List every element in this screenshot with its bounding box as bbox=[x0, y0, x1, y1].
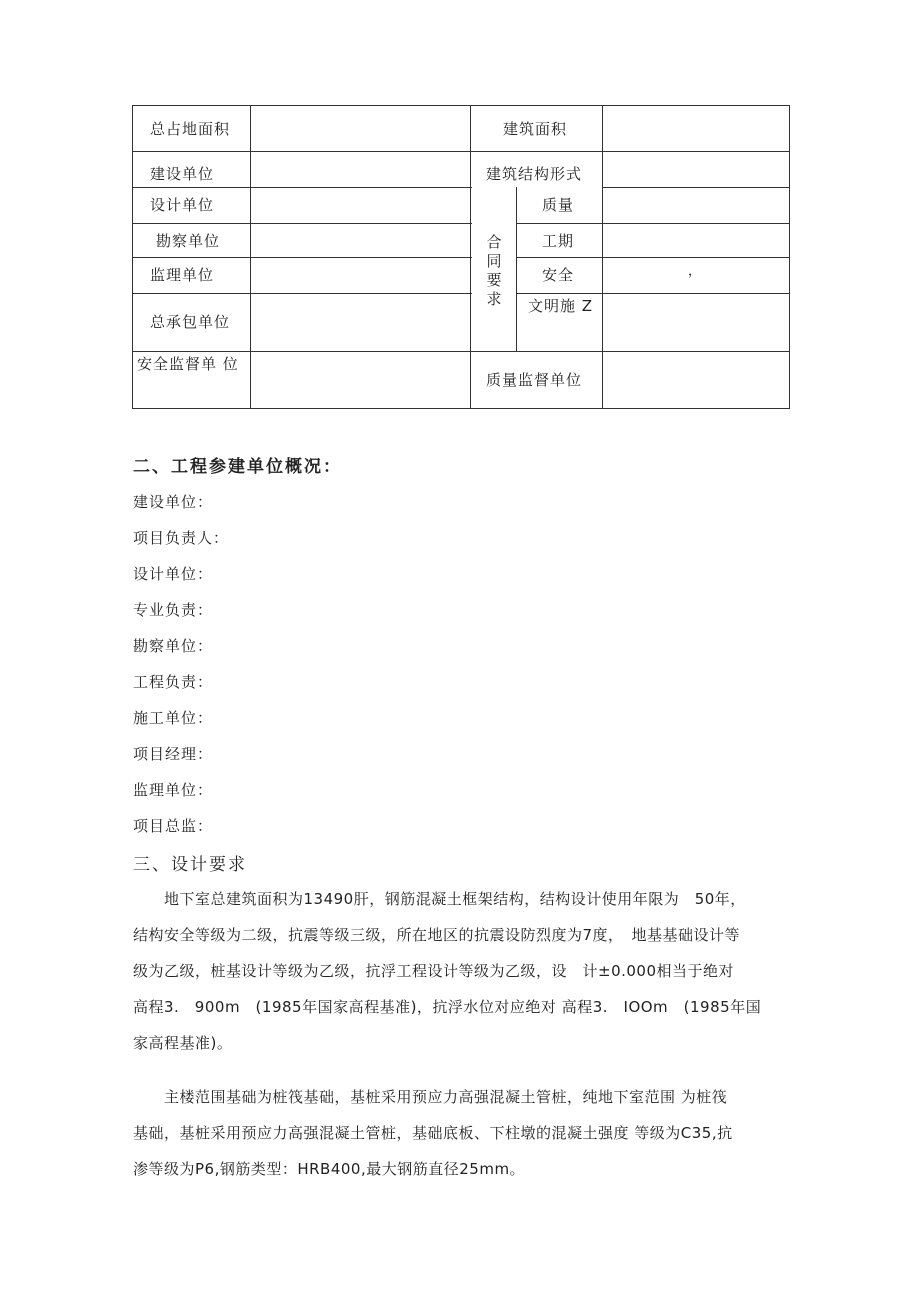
label-structure-form: 建筑结构形式 bbox=[486, 165, 583, 183]
label-supervision-unit: 监理单位 bbox=[150, 266, 215, 284]
field-project-manager: 项目经理： bbox=[133, 745, 214, 763]
table-border-bottom bbox=[132, 408, 790, 409]
design-requirements-paragraph-2 bbox=[133, 1079, 798, 1187]
paragraph-line: 地下室总建筑面积为13490肝，钢筋混凝土框架结构，结构设计使用年限为 50年， bbox=[133, 890, 746, 908]
project-info-table bbox=[132, 105, 790, 409]
paragraph-line: 高程3. 900m (1985年国家高程基准)，抗浮水位对应绝对 高程3. IOOm (1985年国 bbox=[133, 998, 762, 1016]
field-contractor-unit: 施工单位： bbox=[133, 709, 214, 727]
field-survey-unit: 勘察单位： bbox=[133, 637, 214, 655]
label-total-land-area: 总占地面积 bbox=[150, 120, 231, 138]
table-row-line bbox=[132, 257, 472, 258]
paragraph-line: 渗等级为P6,钢筋类型：HRB400,最大钢筋直径25mm。 bbox=[133, 1160, 526, 1178]
label-contract-requirements: 合同要求 bbox=[486, 233, 502, 308]
value-safety: ， bbox=[688, 264, 703, 279]
label-safety-supervision: 安全监督单 位 bbox=[137, 355, 239, 373]
paragraph-line: 家高程基准)。 bbox=[133, 1034, 233, 1052]
field-construction-unit: 建设单位： bbox=[133, 493, 214, 511]
table-row-line bbox=[132, 151, 790, 152]
field-discipline-leader: 专业负责： bbox=[133, 601, 214, 619]
label-quality-supervision: 质量监督单位 bbox=[486, 371, 583, 389]
paragraph-line: 级为乙级，桩基设计等级为乙级，抗浮工程设计等级为乙级，设 计±0.000相当于绝对 bbox=[133, 962, 735, 980]
table-col-line bbox=[250, 105, 251, 409]
table-row-line bbox=[602, 187, 790, 188]
paragraph-line: 结构安全等级为二级，抗震等级三级，所在地区的抗震设防烈度为7度， 地基基础设计等 bbox=[133, 926, 741, 944]
table-row-line bbox=[516, 223, 790, 224]
label-safety: 安全 bbox=[542, 266, 575, 284]
table-col-line bbox=[470, 105, 471, 409]
label-general-contractor: 总承包单位 bbox=[150, 313, 231, 331]
table-row-line bbox=[516, 257, 790, 258]
label-survey-unit: 勘察单位 bbox=[156, 232, 221, 250]
table-row-line bbox=[132, 293, 472, 294]
table-row-line bbox=[516, 293, 790, 294]
table-border-left bbox=[132, 105, 133, 409]
table-row-line bbox=[132, 223, 472, 224]
label-design-unit: 设计单位 bbox=[150, 196, 215, 214]
section-2-title: 二、工程参建单位概况： bbox=[133, 457, 342, 477]
design-requirements-paragraph-1 bbox=[133, 881, 798, 1061]
table-row-line bbox=[132, 351, 790, 352]
table-row-line bbox=[132, 187, 472, 188]
table-border-top bbox=[132, 105, 790, 106]
field-chief-supervisor: 项目总监： bbox=[133, 817, 214, 835]
field-design-unit: 设计单位： bbox=[133, 565, 214, 583]
label-civilized-construction: 文明施 Z bbox=[528, 297, 594, 315]
paragraph-line: 基础，基桩采用预应力高强混凝土管桩，基础底板、下柱墩的混凝土强度 等级为C35,抗 bbox=[133, 1124, 733, 1142]
table-col-line bbox=[516, 187, 517, 351]
label-construction-unit: 建设单位 bbox=[150, 165, 215, 183]
label-duration: 工期 bbox=[542, 232, 575, 250]
section-3-title: 三、设计要求 bbox=[133, 855, 247, 875]
paragraph-line: 主楼范围基础为桩筏基础，基桩采用预应力高强混凝土管桩，纯地下室范围 为桩筏 bbox=[133, 1088, 728, 1106]
table-border-right bbox=[789, 105, 790, 409]
label-building-area: 建筑面积 bbox=[503, 120, 568, 138]
field-engineering-leader: 工程负责： bbox=[133, 673, 214, 691]
table-col-line bbox=[602, 105, 603, 409]
label-quality: 质量 bbox=[542, 196, 575, 214]
field-supervision-unit: 监理单位： bbox=[133, 781, 214, 799]
field-project-leader: 项目负责人： bbox=[133, 529, 230, 547]
